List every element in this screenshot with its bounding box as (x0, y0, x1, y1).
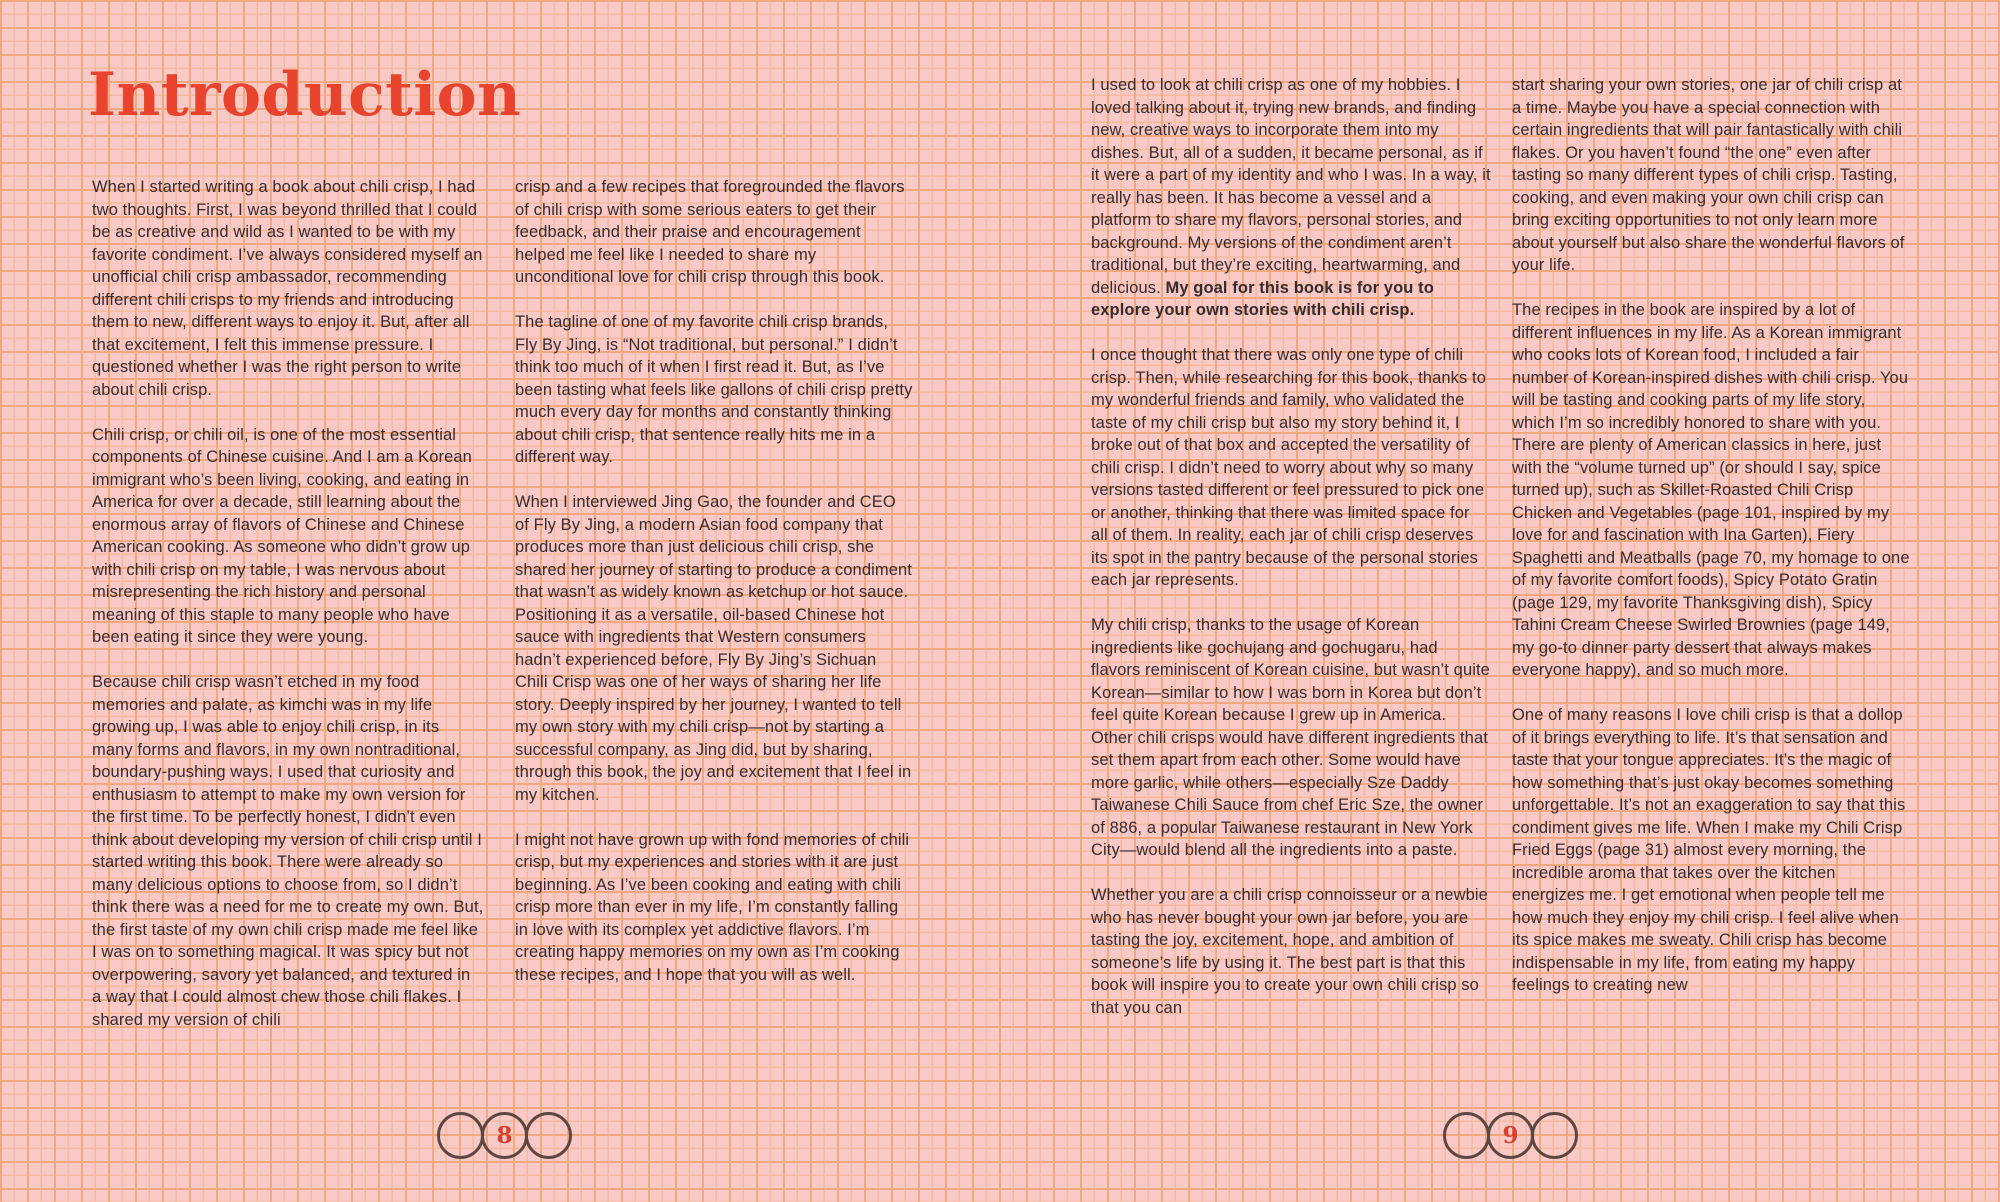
paragraph: The recipes in the book are inspired by a lot of different influences in my life. As a Korean immigrant who cooks lots of Korean food, I included a fair number of Korean-inspired dishes with chili crisp. You will be tasting and cooking parts of my life story, which I’m so incredibly honored to share with you. There are plenty of American classics in here, just with the “volume turned up” (or should I say, spice turned up), such as Skillet-Roasted Chili Crisp Chicken and Vegetables (page 101, inspired by my love for and fascination with Ina Garten), Fiery Spaghetti and Meatballs (page 70, my homage to one of my favorite comfort foods), Spicy Potato Gratin (page 129, my favorite Thanksgiving dish), Spicy Tahini Cream Cheese Swirled Brownies (page 149, my go-to dinner party dessert that always makes everyone happy), and so much more. (1512, 301, 1910, 679)
right-page-column-1 (1091, 74, 1491, 1019)
circle-ornament-icon (1531, 1112, 1578, 1159)
page-number-left: 8 (496, 1122, 513, 1149)
paragraph: My chili crisp, thanks to the usage of Korean ingredients like gochujang and gochugaru, had flavors reminiscent of Korean cuisine, but wasn’t quite Korean—similar to how I was born in Korea but don’t feel quite Korean because I grew up in America. Other chili crisps would have different ingredients that set them apart from each other. Some would have more garlic, while others—especially Sze Daddy Taiwanese Chili Sauce from chef Eric Sze, the owner of 886, a popular Taiwanese restaurant in New York City—would blend all the ingredients into a paste. (1091, 616, 1490, 859)
paragraph: When I interviewed Jing Gao, the founder and CEO of Fly By Jing, a modern Asian food company that produces more than just delicious chili crisp, she shared her journey of starting to produce a condiment that wasn’t as widely known as ketchup or hot sauce. Positioning it as a versatile, oil-based Chinese hot sauce with ingredients that Western consumers hadn’t experienced before, Fly By Jing’s Sichuan Chili Crisp was one of her ways of sharing her life story. Deeply inspired by her journey, I wanted to tell my own story with my chili crisp—not by starting a successful company, as Jing did, but by sharing, through this book, the joy and excitement that I feel in my kitchen. (515, 493, 912, 804)
paragraph: Whether you are a chili crisp connoisseur or a newbie who has never bought your own jar before, you are tasting the joy, excitement, hope, and ambition of someone’s life by using it. The best part is that this book will inspire you to create your own chili crisp so that you can (1091, 886, 1488, 1017)
page-number-circle (1487, 1112, 1534, 1159)
left-page-column-1 (92, 176, 484, 1031)
bold-emphasis-text: My goal for this book is for you to explore your own stories with chili crisp. (1091, 278, 1434, 319)
page-title: Introduction (88, 60, 522, 130)
paragraph: I once thought that there was only one type of chili crisp. Then, while researching for this book, thanks to my wonderful friends and family, who validated the taste of my chili crisp but also my story behind it, I broke out of that box and accepted the versatility of chili crisp. I didn’t need to worry about why so many versions tasted different or feel pressured to pick one or another, thinking that there was limited space for all of them. In reality, each jar of chili crisp deserves its spot in the pantry because of the personal stories each jar represents. (1091, 346, 1486, 589)
paragraph: Chili crisp, or chili oil, is one of the most essential components of Chinese cuisine. And I am a Korean immigrant who’s been living, cooking, and eating in America for over a decade, still learning about the enormous array of flavors of Chinese and Chinese American cooking. As someone who didn’t grow up with chili crisp on my table, I was nervous about misrepresenting the rich history and personal meaning of this staple to many people who have been eating it since they were young. (92, 425, 472, 646)
right-page-column-2 (1512, 74, 1910, 997)
page-number-circle (481, 1112, 528, 1159)
paragraph: The tagline of one of my favorite chili crisp brands, Fly By Jing, is “Not traditional, but personal.” I didn’t think too much of it when I first read it. But, as I’ve been tasting what feels like gallons of chili crisp pretty much every day for months and constantly thinking about chili crisp, that sentence really hits me in a different way. (515, 313, 913, 466)
paragraph: One of many reasons I love chili crisp is that a dollop of it brings everything to life. It’s that sensation and taste that your tongue appreciates. It’s the magic of how something that’s just okay becomes something unforgettable. It’s not an exaggeration to say that this condiment gives me life. When I make my Chili Crisp Fried Eggs (page 31) almost every morning, the incredible aroma that takes over the kitchen energizes me. I get emotional when people tell me how much they enjoy my chili crisp. I feel alive when its spice makes me sweaty. Chili crisp has become indispensable in my life, from eating my happy feelings to creating new (1512, 706, 1906, 994)
circle-ornament-icon (437, 1112, 484, 1159)
paragraph: crisp and a few recipes that foregrounded the flavors of chili crisp with some serious eaters to get their feedback, and their praise and encouragement helped me feel like I needed to share my unconditional love for chili crisp through this book. (515, 178, 905, 286)
paragraph: Because chili crisp wasn’t etched in my food memories and palate, as kimchi was in my life growing up, I was able to enjoy chili crisp, in its many forms and flavors, in my own nontraditional, boundary-pushing ways. I used that curiosity and enthusiasm to attempt to make my own version for the first time. To be perfectly honest, I didn’t even think about developing my version of chili crisp until I started writing this book. There were already so many delicious options to choose from, so I didn’t think there was a need for me to create my own. But, the first taste of my own chili crisp made me feel like I was on to something magical. It was spicy but not overpowering, savory yet balanced, and textured in a way that I could almost chew those chili flakes. I shared my version of chili (92, 673, 484, 1029)
left-page-column-2 (515, 176, 913, 986)
page-number-right: 9 (1502, 1122, 1519, 1149)
right-page-footer-ornament (1443, 1112, 1578, 1159)
left-page-footer-ornament (437, 1112, 572, 1159)
circle-ornament-icon (525, 1112, 572, 1159)
paragraph: I might not have grown up with fond memories of chili crisp, but my experiences and stories with it are just beginning. As I’ve been cooking and eating with chili crisp more than ever in my life, I’m constantly falling in love with its complex yet addictive flavors. I’m creating happy memories on my own as I’m cooking these recipes, and I hope that you will as well. (515, 830, 910, 984)
paragraph: start sharing your own stories, one jar of chili crisp at a time. Maybe you have a special connection with certain ingredients that will pair fantastically with chili flakes. Or you haven’t found “the one” even after tasting so many different types of chili crisp. Tasting, cooking, and even making your own chili crisp can bring exciting opportunities to not only learn more about yourself but also share the wonderful flavors of your life. (1512, 76, 1905, 274)
paragraph: When I started writing a book about chili crisp, I had two thoughts. First, I was beyond thrilled that I could be as creative and wild as I wanted to be with my favorite condiment. I’ve always considered myself an unofficial chili crisp ambassador, recommending different chili crisps to my friends and introducing them to new, different ways to enjoy it. But, after all that excitement, I felt this immense pressure. I questioned whether I was the right person to write about chili crisp. (92, 178, 483, 399)
circle-ornament-icon (1443, 1112, 1490, 1159)
paragraph: I used to look at chili crisp as one of my hobbies. I loved talking about it, trying new brands, and finding new, creative ways to incorporate them into my dishes. But, all of a sudden, it became personal, as if it were a part of my identity and who I was. In a way, it really has been. It has become a vessel and a platform to share my flavors, personal stories, and background. My versions of the condiment aren’t traditional, but they’re exciting, heartwarming, and delicious. My goal for this book is for you to explore your own stories with chili crisp. (1091, 76, 1491, 319)
